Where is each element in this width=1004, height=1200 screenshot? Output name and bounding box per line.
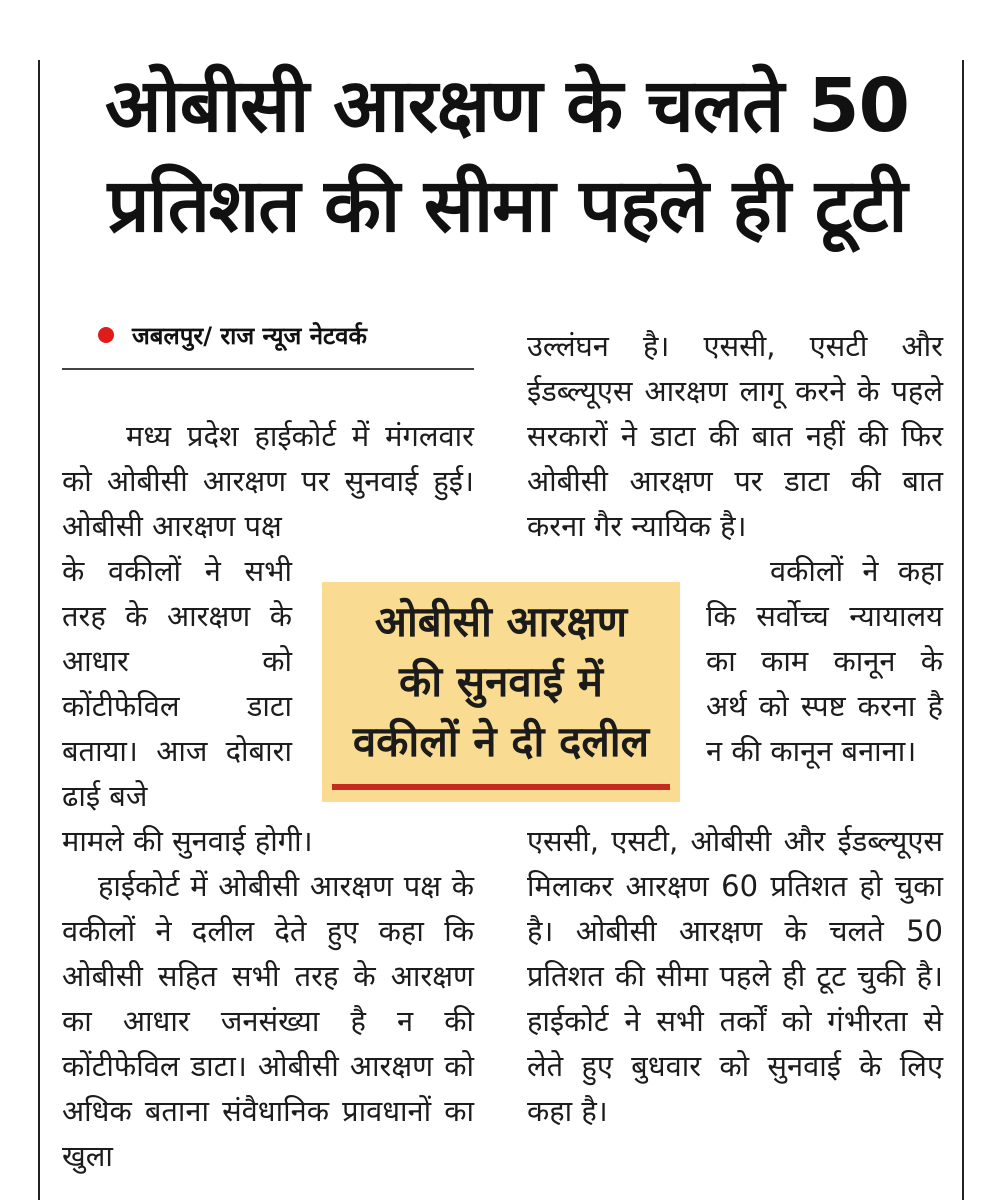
left-para-1-top: मध्य प्रदेश हाईकोर्ट में मंगलवार को ओबीसी आरक्षण पर सुनवाई हुई। ओबीसी आरक्षण पक्ष (62, 419, 474, 543)
byline-text: जबलपुर/ राज न्यूज नेटवर्क (132, 321, 367, 350)
bullet-dot-icon (98, 327, 114, 343)
pull-quote-line-3: वकीलों ने दी दलील (352, 717, 650, 766)
pull-quote-text (322, 592, 680, 772)
left-para-2: हाईकोर्ट में ओबीसी आरक्षण पक्ष के वकीलों ने दलील देते हुए कहा कि ओबीसी सहित सभी तरह के आरक्षण का आधार जनसंख्या है न की कोंटीफेविल डाटा। ओबीसी आरक्षण को अधिक बताना संवैधानिक प्रावधानों का खुला (62, 869, 474, 1173)
byline (98, 320, 367, 350)
pull-quote-line-2: की सुनवाई में (398, 657, 604, 706)
pull-quote-box (322, 582, 680, 802)
column-rule-left (38, 60, 40, 1200)
pull-quote-underline (332, 784, 670, 790)
headline-line-2: प्रतिशत की सीमा पहले ही टूटी (107, 163, 907, 249)
right-para-2-end: एससी, एसटी, ओबीसी और ईडब्ल्यूएस मिलाकर आरक्षण 60 प्रतिशत हो चुका है। ओबीसी आरक्षण के चलते 50 प्रतिशत की सीमा पहले ही टूट चुकी है। हाईकोर्ट ने सभी तर्कों को गंभीरता से लेते हुए बुधवार को सुनवाई के लिए कहा है। (527, 824, 943, 1128)
column-rule-right (962, 60, 964, 1200)
left-para-1-end: मामले की सुनवाई होगी। (62, 824, 313, 858)
right-para-2-narrow: वकीलों ने कहा कि सर्वोच्च न्यायालय का काम कानून के अर्थ को स्पष्ट करना है न की कानून बनाना। (706, 554, 943, 768)
right-para-1: उल्लंघन है। एससी, एसटी और ईडब्ल्यूएस आरक्षण लागू करने के पहले सरकारों ने डाटा की बात नहीं की फिर ओबीसी आरक्षण पर डाटा की बात करना गैर न्यायिक है। (527, 329, 943, 543)
left-para-1-narrow: के वकीलों ने सभी तरह के आरक्षण के आधार को कोंटीफेविल डाटा बताया। आज दोबारा ढाई बजे (62, 554, 292, 813)
pull-quote-line-1: ओबीसी आरक्षण (374, 597, 628, 646)
byline-divider (62, 368, 474, 370)
headline (62, 56, 952, 256)
headline-line-1: ओबीसी आरक्षण के चलते 50 (105, 63, 909, 149)
